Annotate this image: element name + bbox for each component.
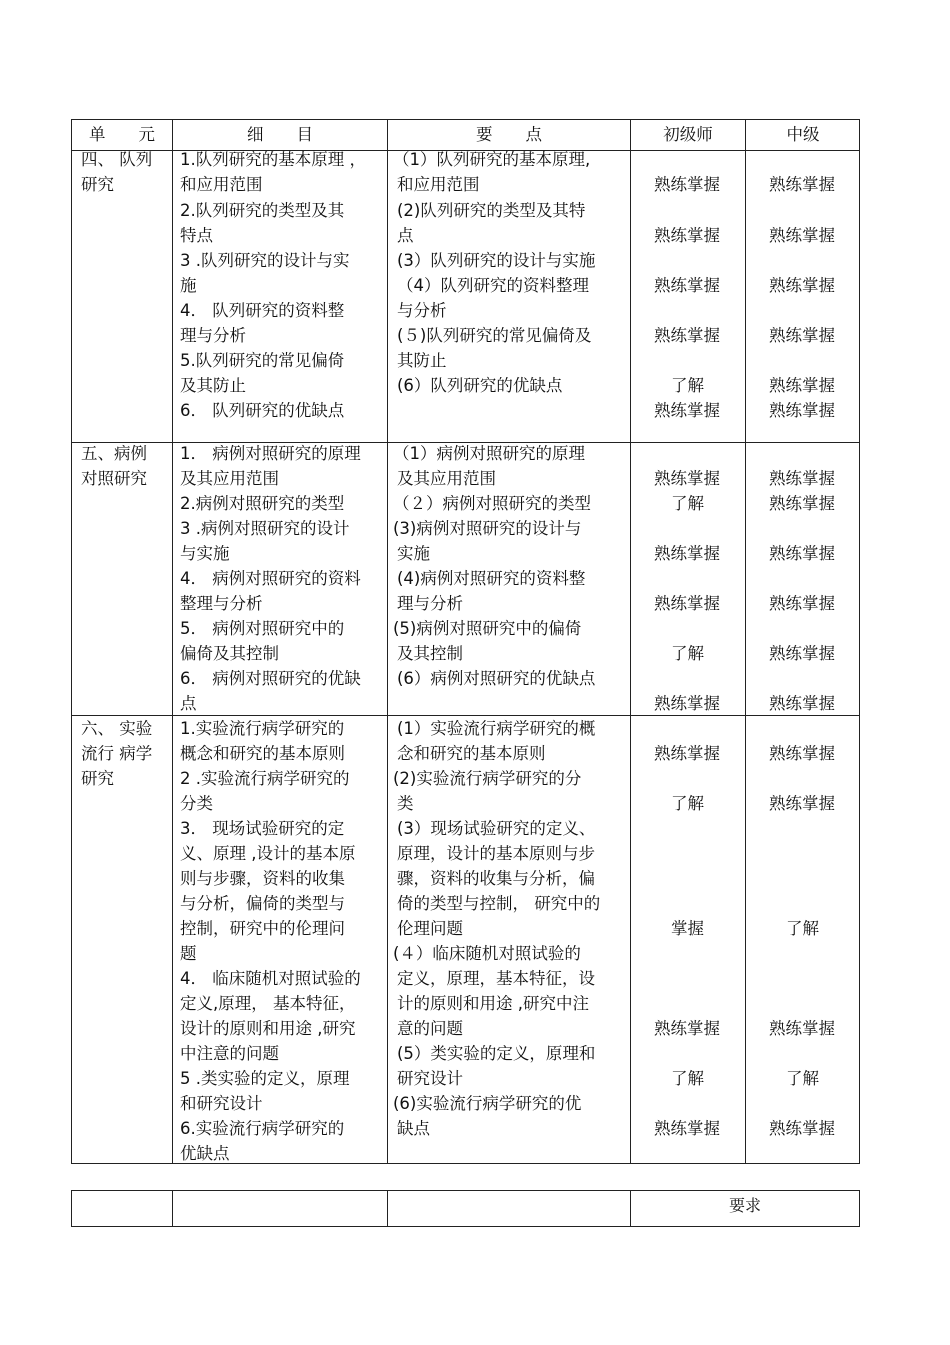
detail-line: 与分析，偏倚的类型与 (180, 894, 345, 913)
detail-line: 分类 (180, 794, 213, 813)
point-line: 理与分析 (397, 594, 463, 613)
level-junior: 熟练掌握 (654, 401, 720, 420)
level-middle: 熟练掌握 (769, 744, 835, 763)
point-line: （２）病例对照研究的类型 (393, 494, 591, 513)
point-line: (3)病例对照研究的设计与 (393, 519, 582, 538)
point-line: (4)病例对照研究的资料整 (397, 569, 586, 588)
point-line: （4）队列研究的资料整理 (397, 276, 589, 295)
point-line: (2)实验流行病学研究的分 (393, 769, 582, 788)
level-junior: 了解 (671, 376, 704, 395)
level-junior: 熟练掌握 (654, 226, 720, 245)
level-junior: 熟练掌握 (654, 326, 720, 345)
level-middle: 熟练掌握 (769, 544, 835, 563)
point-line: 意的问题 (397, 1019, 463, 1038)
level-middle: 熟练掌握 (769, 694, 835, 713)
detail-line: 偏倚及其控制 (180, 644, 279, 663)
level-middle: 熟练掌握 (769, 494, 835, 513)
detail-line: 及其应用范围 (180, 469, 279, 488)
level-junior: 熟练掌握 (654, 1119, 720, 1138)
point-line: (6）队列研究的优缺点 (397, 376, 563, 395)
header-middle: 中级 (786, 125, 820, 144)
detail-line: 2 .实验流行病学研究的 (180, 769, 350, 788)
detail-line: 定义,原理， 基本特征， (180, 994, 356, 1013)
unit-line: 四、 队列 (81, 150, 153, 169)
header-unit: 单 元 (89, 125, 155, 144)
continuation-table-header (71, 1190, 860, 1227)
level-middle: 熟练掌握 (769, 401, 835, 420)
point-line: 类 (397, 794, 414, 813)
point-line: (5)病例对照研究中的偏倚 (393, 619, 582, 638)
column-divider (630, 120, 631, 1163)
detail-line: 2.队列研究的类型及其 (180, 201, 345, 220)
detail-line: 1.实验流行病学研究的 (180, 719, 345, 738)
point-line: 研究设计 (397, 1069, 463, 1088)
point-line: 及其控制 (397, 644, 463, 663)
detail-line: 5． 病例对照研究中的 (180, 619, 345, 638)
detail-line: 施 (180, 276, 197, 295)
level-junior: 熟练掌握 (654, 276, 720, 295)
level-middle: 熟练掌握 (769, 226, 835, 245)
unit-line: 对照研究 (81, 469, 147, 488)
point-line: 伦理问题 (397, 919, 463, 938)
point-line: 点 (397, 226, 414, 245)
level-middle: 熟练掌握 (769, 794, 835, 813)
header-detail: 细 目 (247, 125, 313, 144)
detail-line: 控制，研究中的伦理问 (180, 919, 345, 938)
detail-line: 4． 病例对照研究的资料 (180, 569, 361, 588)
point-line: (5）类实验的定义，原理和 (397, 1044, 596, 1063)
level-junior: 熟练掌握 (654, 175, 720, 194)
level-junior: 了解 (671, 1069, 704, 1088)
detail-line: 点 (180, 694, 197, 713)
column-divider (745, 120, 746, 1163)
detail-line: 特点 (180, 226, 213, 245)
point-line: 骤，资料的收集与分析，偏 (397, 869, 595, 888)
level-middle: 了解 (786, 919, 819, 938)
level-middle: 熟练掌握 (769, 594, 835, 613)
level-middle: 熟练掌握 (769, 644, 835, 663)
detail-line: 和研究设计 (180, 1094, 263, 1113)
level-junior: 了解 (671, 644, 704, 663)
point-line: (５)队列研究的常见偏倚及 (397, 326, 592, 345)
unit-line: 研究 (81, 175, 114, 194)
detail-line: 整理与分析 (180, 594, 263, 613)
level-middle: 熟练掌握 (769, 1119, 835, 1138)
level-junior: 了解 (671, 794, 704, 813)
column-divider (172, 120, 173, 1163)
point-line: 缺点 (397, 1119, 430, 1138)
detail-line: 设计的原则和用途 ,研究 (180, 1019, 356, 1038)
detail-line: 优缺点 (180, 1144, 230, 1163)
detail-line: 5 .类实验的定义，原理 (180, 1069, 350, 1088)
point-line: （1）队列研究的基本原理, (393, 150, 591, 169)
detail-line: 1.队列研究的基本原理 ， (180, 150, 366, 169)
detail-line: 3 .病例对照研究的设计 (180, 519, 350, 538)
level-junior: 熟练掌握 (654, 469, 720, 488)
point-line: 原理，设计的基本原则与步 (397, 844, 595, 863)
point-line: (2)队列研究的类型及其特 (397, 201, 586, 220)
detail-line: 概念和研究的基本原则 (180, 744, 345, 763)
header-points: 要 点 (476, 125, 542, 144)
point-line: 其防止 (397, 351, 447, 370)
header-junior: 初级师 (663, 125, 713, 144)
detail-line: 3 .队列研究的设计与实 (180, 251, 350, 270)
detail-line: 3． 现场试验研究的定 (180, 819, 345, 838)
detail-line: 和应用范围 (180, 175, 263, 194)
column-divider (172, 1191, 173, 1226)
detail-line: 4． 队列研究的资料整 (180, 301, 345, 320)
point-line: 实施 (397, 544, 430, 563)
level-junior: 熟练掌握 (654, 1019, 720, 1038)
detail-line: 及其防止 (180, 376, 246, 395)
detail-line: 5.队列研究的常见偏倚 (180, 351, 345, 370)
unit-line: 六、 实验 (81, 719, 153, 738)
point-line: 计的原则和用途 ,研究中注 (397, 994, 589, 1013)
detail-line: 理与分析 (180, 326, 246, 345)
level-junior: 熟练掌握 (654, 594, 720, 613)
level-junior: 熟练掌握 (654, 744, 720, 763)
level-junior: 了解 (671, 494, 704, 513)
detail-line: 4． 临床随机对照试验的 (180, 969, 361, 988)
point-line: (3）现场试验研究的定义、 (397, 819, 596, 838)
level-middle: 熟练掌握 (769, 376, 835, 395)
detail-line: 义、原理 ,设计的基本原 (180, 844, 356, 863)
point-line: (４）临床随机对照试验的 (393, 944, 581, 963)
detail-line: 中注意的问题 (180, 1044, 279, 1063)
level-junior: 熟练掌握 (654, 544, 720, 563)
point-line: 及其应用范围 (397, 469, 496, 488)
level-junior: 掌握 (671, 919, 704, 938)
column-divider (387, 120, 388, 1163)
detail-line: 6． 病例对照研究的优缺 (180, 669, 361, 688)
detail-line: 6． 队列研究的优缺点 (180, 401, 345, 420)
detail-line: 2.病例对照研究的类型 (180, 494, 345, 513)
level-middle: 熟练掌握 (769, 276, 835, 295)
level-middle: 了解 (786, 1069, 819, 1088)
level-middle: 熟练掌握 (769, 175, 835, 194)
point-line: 和应用范围 (397, 175, 480, 194)
column-divider (387, 1191, 388, 1226)
point-line: (6)实验流行病学研究的优 (393, 1094, 582, 1113)
level-middle: 熟练掌握 (769, 1019, 835, 1038)
syllabus-table (71, 119, 860, 1164)
point-line: 念和研究的基本原则 (397, 744, 546, 763)
detail-line: 题 (180, 944, 197, 963)
point-line: 定义，原理，基本特征，设 (397, 969, 595, 988)
unit-line: 五、病例 (81, 444, 147, 463)
level-middle: 熟练掌握 (769, 326, 835, 345)
detail-line: 6.实验流行病学研究的 (180, 1119, 345, 1138)
unit-line: 流行 病学 (81, 744, 153, 763)
detail-line: 与实施 (180, 544, 230, 563)
point-line: (6）病例对照研究的优缺点 (397, 669, 596, 688)
detail-line: 则与步骤，资料的收集 (180, 869, 345, 888)
point-line: 与分析 (397, 301, 447, 320)
detail-line: 1． 病例对照研究的原理 (180, 444, 361, 463)
level-middle: 熟练掌握 (769, 469, 835, 488)
header-requirement: 要求 (728, 1196, 761, 1215)
level-junior: 熟练掌握 (654, 694, 720, 713)
unit-line: 研究 (81, 769, 114, 788)
point-line: 倚的类型与控制， 研究中的 (397, 894, 601, 913)
point-line: （1）病例对照研究的原理 (393, 444, 585, 463)
point-line: (1）实验流行病学研究的概 (397, 719, 596, 738)
point-line: (3）队列研究的设计与实施 (397, 251, 596, 270)
